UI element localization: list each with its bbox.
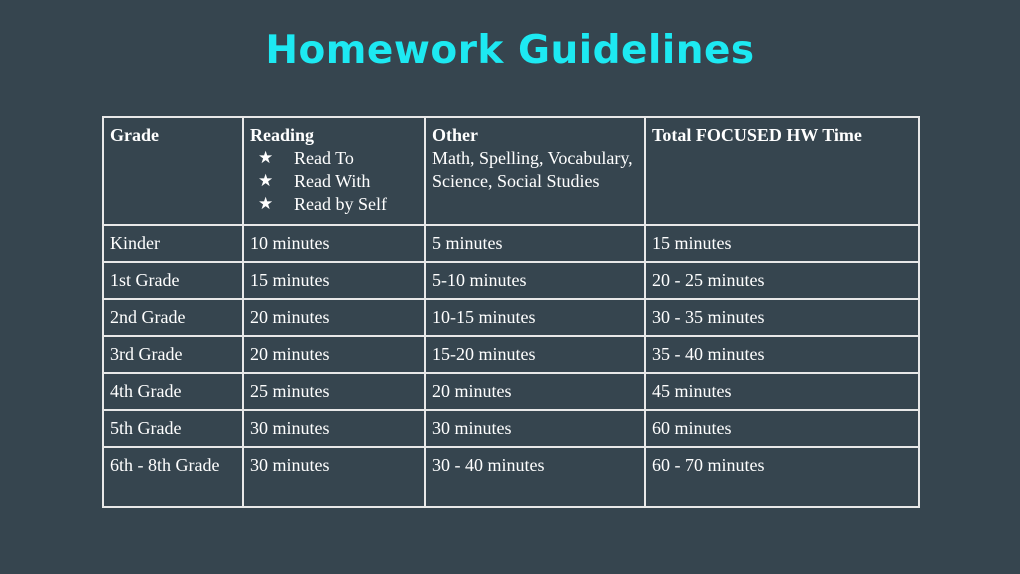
cell-total: 20 - 25 minutes bbox=[645, 262, 919, 299]
cell-other: 20 minutes bbox=[425, 373, 645, 410]
cell-total: 45 minutes bbox=[645, 373, 919, 410]
table-row bbox=[103, 299, 919, 336]
header-reading-label: Reading bbox=[250, 125, 315, 145]
cell-reading: 10 minutes bbox=[243, 225, 425, 262]
cell-other: 30 minutes bbox=[425, 410, 645, 447]
table-row bbox=[103, 447, 919, 507]
star-icon: ★ bbox=[258, 148, 274, 168]
table-row bbox=[103, 336, 919, 373]
star-icon: ★ bbox=[258, 194, 274, 214]
header-total: Total FOCUSED HW Time bbox=[645, 117, 919, 225]
cell-total: 30 - 35 minutes bbox=[645, 299, 919, 336]
homework-table bbox=[102, 116, 920, 508]
header-row bbox=[103, 117, 919, 225]
header-grade: Grade bbox=[103, 117, 243, 225]
header-other-detail: Math, Spelling, Vocabulary, Science, Social Studies bbox=[432, 148, 633, 191]
cell-other: 10-15 minutes bbox=[425, 299, 645, 336]
reading-list-item bbox=[250, 170, 418, 193]
cell-reading: 20 minutes bbox=[243, 336, 425, 373]
cell-total: 60 - 70 minutes bbox=[645, 447, 919, 507]
cell-other: 30 - 40 minutes bbox=[425, 447, 645, 507]
cell-total: 35 - 40 minutes bbox=[645, 336, 919, 373]
header-reading bbox=[243, 117, 425, 225]
reading-item-label: Read With bbox=[294, 171, 371, 191]
cell-grade: 2nd Grade bbox=[103, 299, 243, 336]
cell-grade: 3rd Grade bbox=[103, 336, 243, 373]
table-row bbox=[103, 410, 919, 447]
table-row bbox=[103, 373, 919, 410]
cell-grade: 5th Grade bbox=[103, 410, 243, 447]
cell-reading: 20 minutes bbox=[243, 299, 425, 336]
cell-total: 60 minutes bbox=[645, 410, 919, 447]
reading-list bbox=[250, 147, 418, 216]
cell-reading: 30 minutes bbox=[243, 447, 425, 507]
page-title: Homework Guidelines bbox=[265, 28, 755, 73]
cell-grade: Kinder bbox=[103, 225, 243, 262]
header-other bbox=[425, 117, 645, 225]
cell-grade: 1st Grade bbox=[103, 262, 243, 299]
star-icon: ★ bbox=[258, 171, 274, 191]
cell-other: 5-10 minutes bbox=[425, 262, 645, 299]
table-row bbox=[103, 262, 919, 299]
reading-item-label: Read To bbox=[294, 148, 354, 168]
cell-other: 5 minutes bbox=[425, 225, 645, 262]
reading-list-item bbox=[250, 147, 418, 170]
cell-other: 15-20 minutes bbox=[425, 336, 645, 373]
cell-reading: 30 minutes bbox=[243, 410, 425, 447]
cell-grade: 4th Grade bbox=[103, 373, 243, 410]
cell-total: 15 minutes bbox=[645, 225, 919, 262]
cell-grade: 6th - 8th Grade bbox=[103, 447, 243, 507]
table-row bbox=[103, 225, 919, 262]
reading-list-item bbox=[250, 193, 418, 216]
header-other-label: Other bbox=[432, 125, 478, 145]
reading-item-label: Read by Self bbox=[294, 194, 387, 214]
cell-reading: 25 minutes bbox=[243, 373, 425, 410]
cell-reading: 15 minutes bbox=[243, 262, 425, 299]
